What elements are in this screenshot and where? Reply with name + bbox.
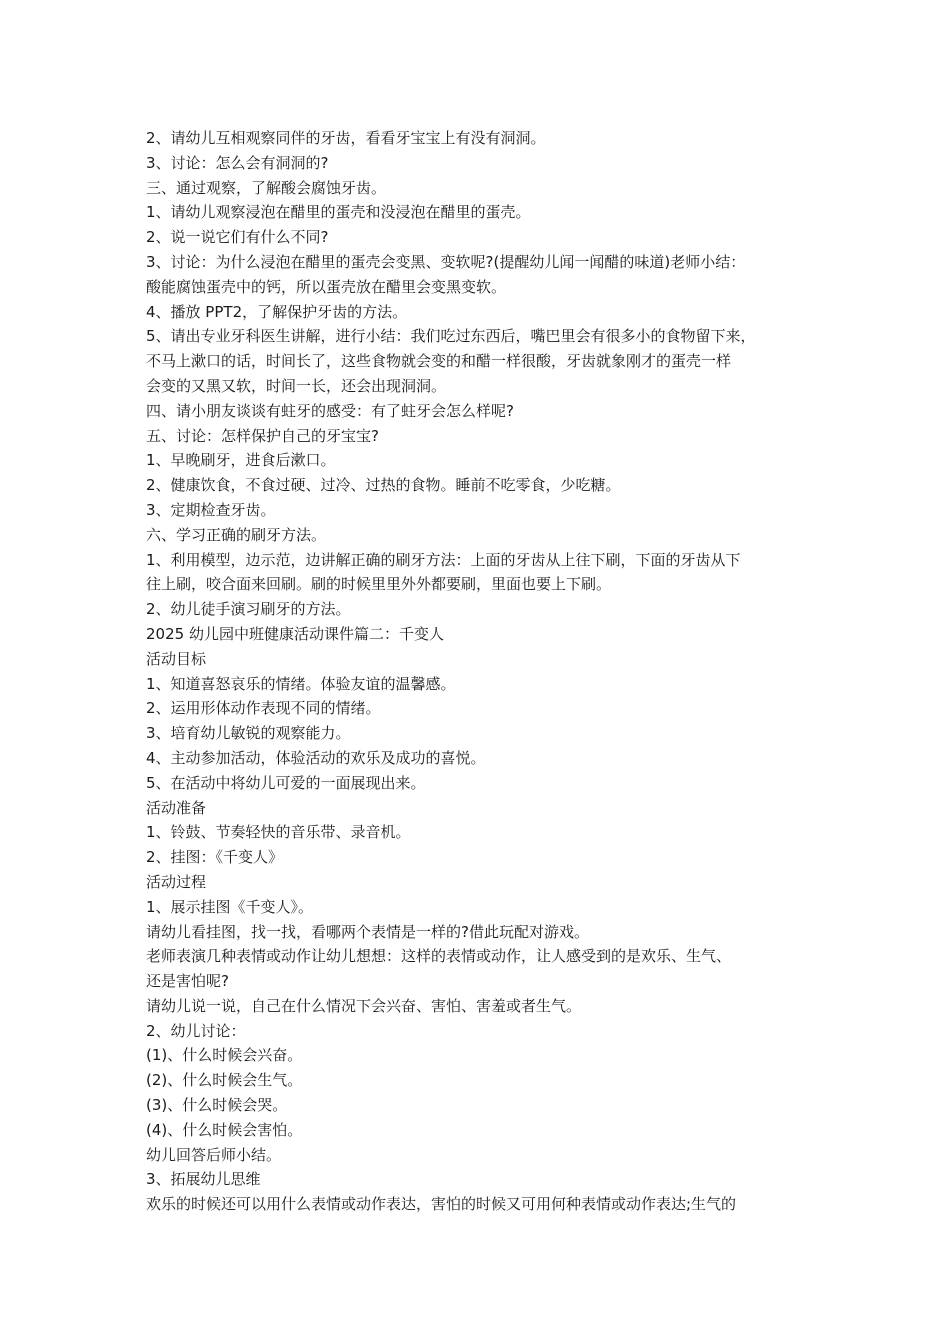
text-line: 1、展示挂图《千变人》。 — [146, 897, 314, 916]
text-line: 3、定期检查牙齿。 — [146, 500, 276, 519]
text-line: 2、幼儿徒手演习刷牙的方法。 — [146, 600, 351, 619]
text-line: 1、铃鼓、节奏轻快的音乐带、录音机。 — [146, 823, 411, 842]
text-line: 六、学习正确的刷牙方法。 — [146, 525, 327, 544]
text-line: 2、运用形体动作表现不同的情绪。 — [146, 699, 381, 718]
text-line: 活动准备 — [146, 798, 207, 817]
text-line: 欢乐的时候还可以用什么表情或动作表达，害怕的时候又可用何种表情或动作表达;生气的 — [146, 1195, 737, 1214]
text-line: 2、健康饮食，不食过硬、过冷、过热的食物。睡前不吃零食，少吃糖。 — [146, 476, 621, 495]
text-line: 1、早晚刷牙，进食后漱口。 — [146, 451, 336, 470]
text-line: (3)、什么时候会哭。 — [146, 1096, 288, 1115]
text-line: 请幼儿说一说，自己在什么情况下会兴奋、害怕、害羞或者生气。 — [146, 996, 582, 1015]
text-line: 请幼儿看挂图，找一找，看哪两个表情是一样的?借此玩配对游戏。 — [146, 922, 589, 941]
text-line: 5、在活动中将幼儿可爱的一面展现出来。 — [146, 773, 426, 792]
text-line: 幼儿回答后师小结。 — [146, 1145, 282, 1164]
text-line: 2、请幼儿互相观察同伴的牙齿，看看牙宝宝上有没有洞洞。 — [146, 129, 546, 147]
text-line: 酸能腐蚀蛋壳中的钙，所以蛋壳放在醋里会变黑变软。 — [146, 277, 507, 296]
text-line: 老师表演几种表情或动作让幼儿想想：这样的表情或动作，让人感受到的是欢乐、生气、 — [146, 947, 732, 966]
text-line: 3、拓展幼儿思维 — [146, 1170, 261, 1189]
text-line: 4、主动参加活动，体验活动的欢乐及成功的喜悦。 — [146, 748, 486, 767]
text-line: 3、培育幼儿敏锐的观察能力。 — [146, 724, 351, 743]
text-line: (2)、什么时候会生气。 — [146, 1071, 303, 1090]
text-line: 2、说一说它们有什么不同? — [146, 228, 329, 247]
text-line: 往上刷，咬合面来回刷。刷的时候里里外外都要刷，里面也要上下刷。 — [146, 575, 612, 594]
text-line: 1、利用模型，边示范，边讲解正确的刷牙方法：上面的牙齿从上往下刷，下面的牙齿从下 — [146, 550, 741, 569]
text-line: 3、讨论：为什么浸泡在醋里的蛋壳会变黑、变软呢?(提醒幼儿闻一闻醋的味道)老师小结： — [146, 252, 746, 271]
text-line: 四、请小朋友谈谈有蛀牙的感受：有了蛀牙会怎么样呢? — [146, 401, 514, 420]
document-body — [146, 126, 818, 1217]
text-line: 4、播放 PPT2，了解保护牙齿的方法。 — [146, 302, 408, 321]
text-line: 1、知道喜怒哀乐的情绪。体验友谊的温馨感。 — [146, 674, 456, 693]
text-line: 2、幼儿讨论： — [146, 1021, 246, 1040]
text-line: (4)、什么时候会害怕。 — [146, 1120, 303, 1139]
text-line: 还是害怕呢? — [146, 972, 229, 991]
text-line: 5、请出专业牙科医生讲解，进行小结：我们吃过东西后，嘴巴里会有很多小的食物留下来， — [146, 327, 756, 346]
text-line: (1)、什么时候会兴奋。 — [146, 1046, 303, 1065]
text-line: 不马上漱口的话，时间长了，这些食物就会变的和醋一样很酸，牙齿就象刚才的蛋壳一样 — [146, 352, 732, 371]
text-line: 会变的又黑又软，时间一长，还会出现洞洞。 — [146, 376, 447, 395]
text-line: 三、通过观察，了解酸会腐蚀牙齿。 — [146, 178, 387, 197]
text-line: 活动目标 — [146, 649, 207, 668]
text-line: 2025 幼儿园中班健康活动课件篇二：千变人 — [146, 624, 444, 643]
text-line: 五、讨论：怎样保护自己的牙宝宝? — [146, 426, 379, 445]
text-line: 活动过程 — [146, 872, 207, 891]
text-line: 2、挂图：《千变人》 — [146, 848, 284, 867]
text-line: 1、请幼儿观察浸泡在醋里的蛋壳和没浸泡在醋里的蛋壳。 — [146, 203, 531, 222]
text-line: 3、讨论：怎么会有洞洞的? — [146, 153, 329, 172]
